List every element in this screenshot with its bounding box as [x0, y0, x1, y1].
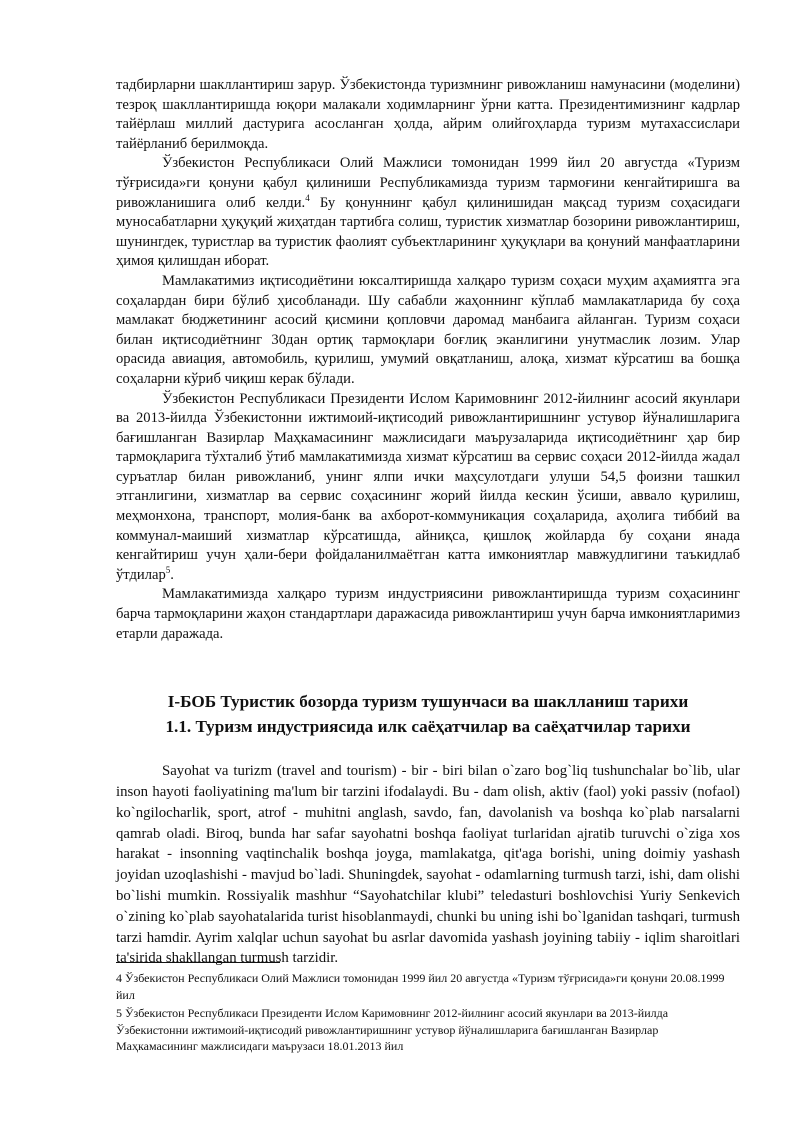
- footnote-ref-5: 5: [165, 564, 171, 575]
- paragraph-4-text: Ўзбекистон Республикаси Президенти Ислом Каримовнинг 2012-йилнинг асосий якунлари ва 2013-йилда Ўзбекистонни ижтимоий-иқтисодий ривожлантиришнинг устувор йўналишларига бағишланган Вазирлар Маҳкамасининг мажлисидаги маърузаларида иқтисодиётнинг ҳар бир тармоқларига тўхталиб ўтиб мамлакатимизда хизмат кўрсатиш ва сервис соҳаси 2012-йилда жадал суръатлар билан ривожланиб, унинг ялпи ички маҳсулотдаги улуши 54,5 фоизни ташкил этганлигини, хизматлар ва сервис соҳасининг жорий йилда кескин ўсиши, аввало қурилиш, меҳмонхона, транспорт, молия-банк ва ахборот-коммуникация соҳаларида, аҳолига тиббий ва коммунал-маиший хизматлар кўрсатишда, айниқса, қишлоқ жойларда бу соҳани янада кенгайтириш учун ҳали-бери фойдаланилмаётган катта имкониятлар мавжудлигини таъкидлаб ўтдилар: [116, 390, 740, 583]
- paragraph-4: [116, 390, 740, 586]
- chapter-title: I-БОБ Туристик бозорда туризм тушунчаси ва шаклланиш тарихи: [167, 692, 689, 712]
- footnote-ref-4: 4: [305, 192, 310, 203]
- paragraph-3: Мамлакатимиз иқтисодиётини юксалтиришда халқаро туризм соҳаси муҳим аҳамиятга эга соҳалардан бири бўлиб ҳисобланади. Шу сабабли жаҳоннинг кўплаб мамлакатларида бу соҳа мамлакат бюджетининг асосий қисмини қопловчи даромад манбаига айланган. Туризм соҳаси билан иқтисодиётнинг 30дан ортиқ тармоқлари боғлиқ эканлигини унутмаслик лозим. Улар орасида авиация, автомобиль, қурилиш, умумий овқатланиш, алоқа, хизмат кўрсатиш ва бошқа соҳаларни кўриб чиқиш керак бўлади.: [116, 272, 740, 387]
- footnote-4: 4 Ўзбекистон Республикаси Олий Мажлиси томонидан 1999 йил 20 августда «Туризм тўғрисида»ги қонуни 20.08.1999 йил: [116, 971, 725, 1002]
- paragraph-2-rest: Бу қонуннинг қабул қилинишидан мақсад туризм соҳасидаги муносабатларни ҳуқуқий жиҳатдан тартибга солиш, туристик хизматлар бозорини ривожлантириш, шунингдек, туристлар ва туристик фаолият субъектларининг ҳуқуқлари ва қонуний манфаатларини ҳимоя қилишдан иборат.: [116, 194, 740, 270]
- chapter-heading-block: [116, 689, 740, 739]
- section-title: 1.1. Туризм индустриясида илк саёҳатчилар ва саёҳатчилар тарихи: [165, 717, 691, 737]
- paragraph-latin-1: Sayohat va turizm (travel and tourism) - bir - biri bilan o`zaro bog`liq tushunchalar bo`lib, ular inson hayoti faoliyatining ma'lum bir tarzini ifodalaydi. Bu - dam olish, aktiv (faol) yoki passiv (nofaol) ko`ngilocharlik, sport, atrof - muhitni anglash, savdo, fan, davolanish va boshqa ko`plab narsalarni qamrab oladi. Biroq, bunda har safar sayohatni boshqa faoliyat turlaridan ajratib turuvchi o`ziga xos harakat - insonning vaqtinchalik boshqa joyga, mamlakatga, qit'aga borishi, uning doimiy yashash joyidan uzoqlashishi - mavjud bo`ladi. Shuningdek, sayohat - odamlarning turmush tarzi, ishi, dam olishi bo`lishi mumkin. Rossiyalik mashhur “Sayohatchilar klubi” teledasturi boshlovchisi Yuriy Senkevich o`zining ko`plab sayohatalarida turist hisoblanmaydi, chunki bu uning ishi bo`lganidan tashqari, turmush tarzi hamdir. Ayrim xalqlar uchun sayohat bu asrlar davomida yashash joyining tabiiy - iqlim sharoitlari ta'sirida shakllangan turmush tarzidir.: [116, 763, 740, 967]
- paragraph-4-end: .: [170, 566, 174, 583]
- paragraph-1: тадбирларни шакллантириш зарур. Ўзбекистонда туризмнинг ривожланиш намунасини (моделини) тезроқ шакллантиришда юқори малакали ходимларнинг ўрни катта. Президентимизнинг кадрлар тайёрлаш миллий дастурига асосланган ҳолда, айрим олийгоҳларда туризм мутахассислари тайёрланиб берилмоқда.: [116, 77, 740, 152]
- paragraph-5: Мамлакатимизда халқаро туризм индустриясини ривожлантиришда туризм соҳасининг барча тармоқларини жаҳон стандартлари даражасида ривожлантириш учун барча имкониятларимиз етарли даражада.: [116, 586, 740, 642]
- footnote-5: 5 Ўзбекистон Республикаси Президенти Ислом Каримовнинг 2012-йилнинг асосий якунлари ва 2013-йилда Ўзбекистонни ижтимоий-иқтисодий ривожлантиришнинг устувор йўналишларига бағишланган Вазирлар Маҳкамасининг мажлисидаги маърузаси 18.01.2013 йил: [116, 1006, 669, 1054]
- paragraph-2: [116, 154, 740, 272]
- document-page: [116, 76, 740, 969]
- paragraph-2-text: Ўзбекистон Республикаси Олий Мажлиси томонидан 1999 йил 20 августда «Туризм тўғрисида»ги қонуни қабул қилиниши Республикамизда туризм тармоғини кенгайтиришга ва ривожланишига олиб келди.: [116, 155, 740, 211]
- footnotes: [116, 970, 740, 1055]
- footnote-separator: [116, 962, 280, 963]
